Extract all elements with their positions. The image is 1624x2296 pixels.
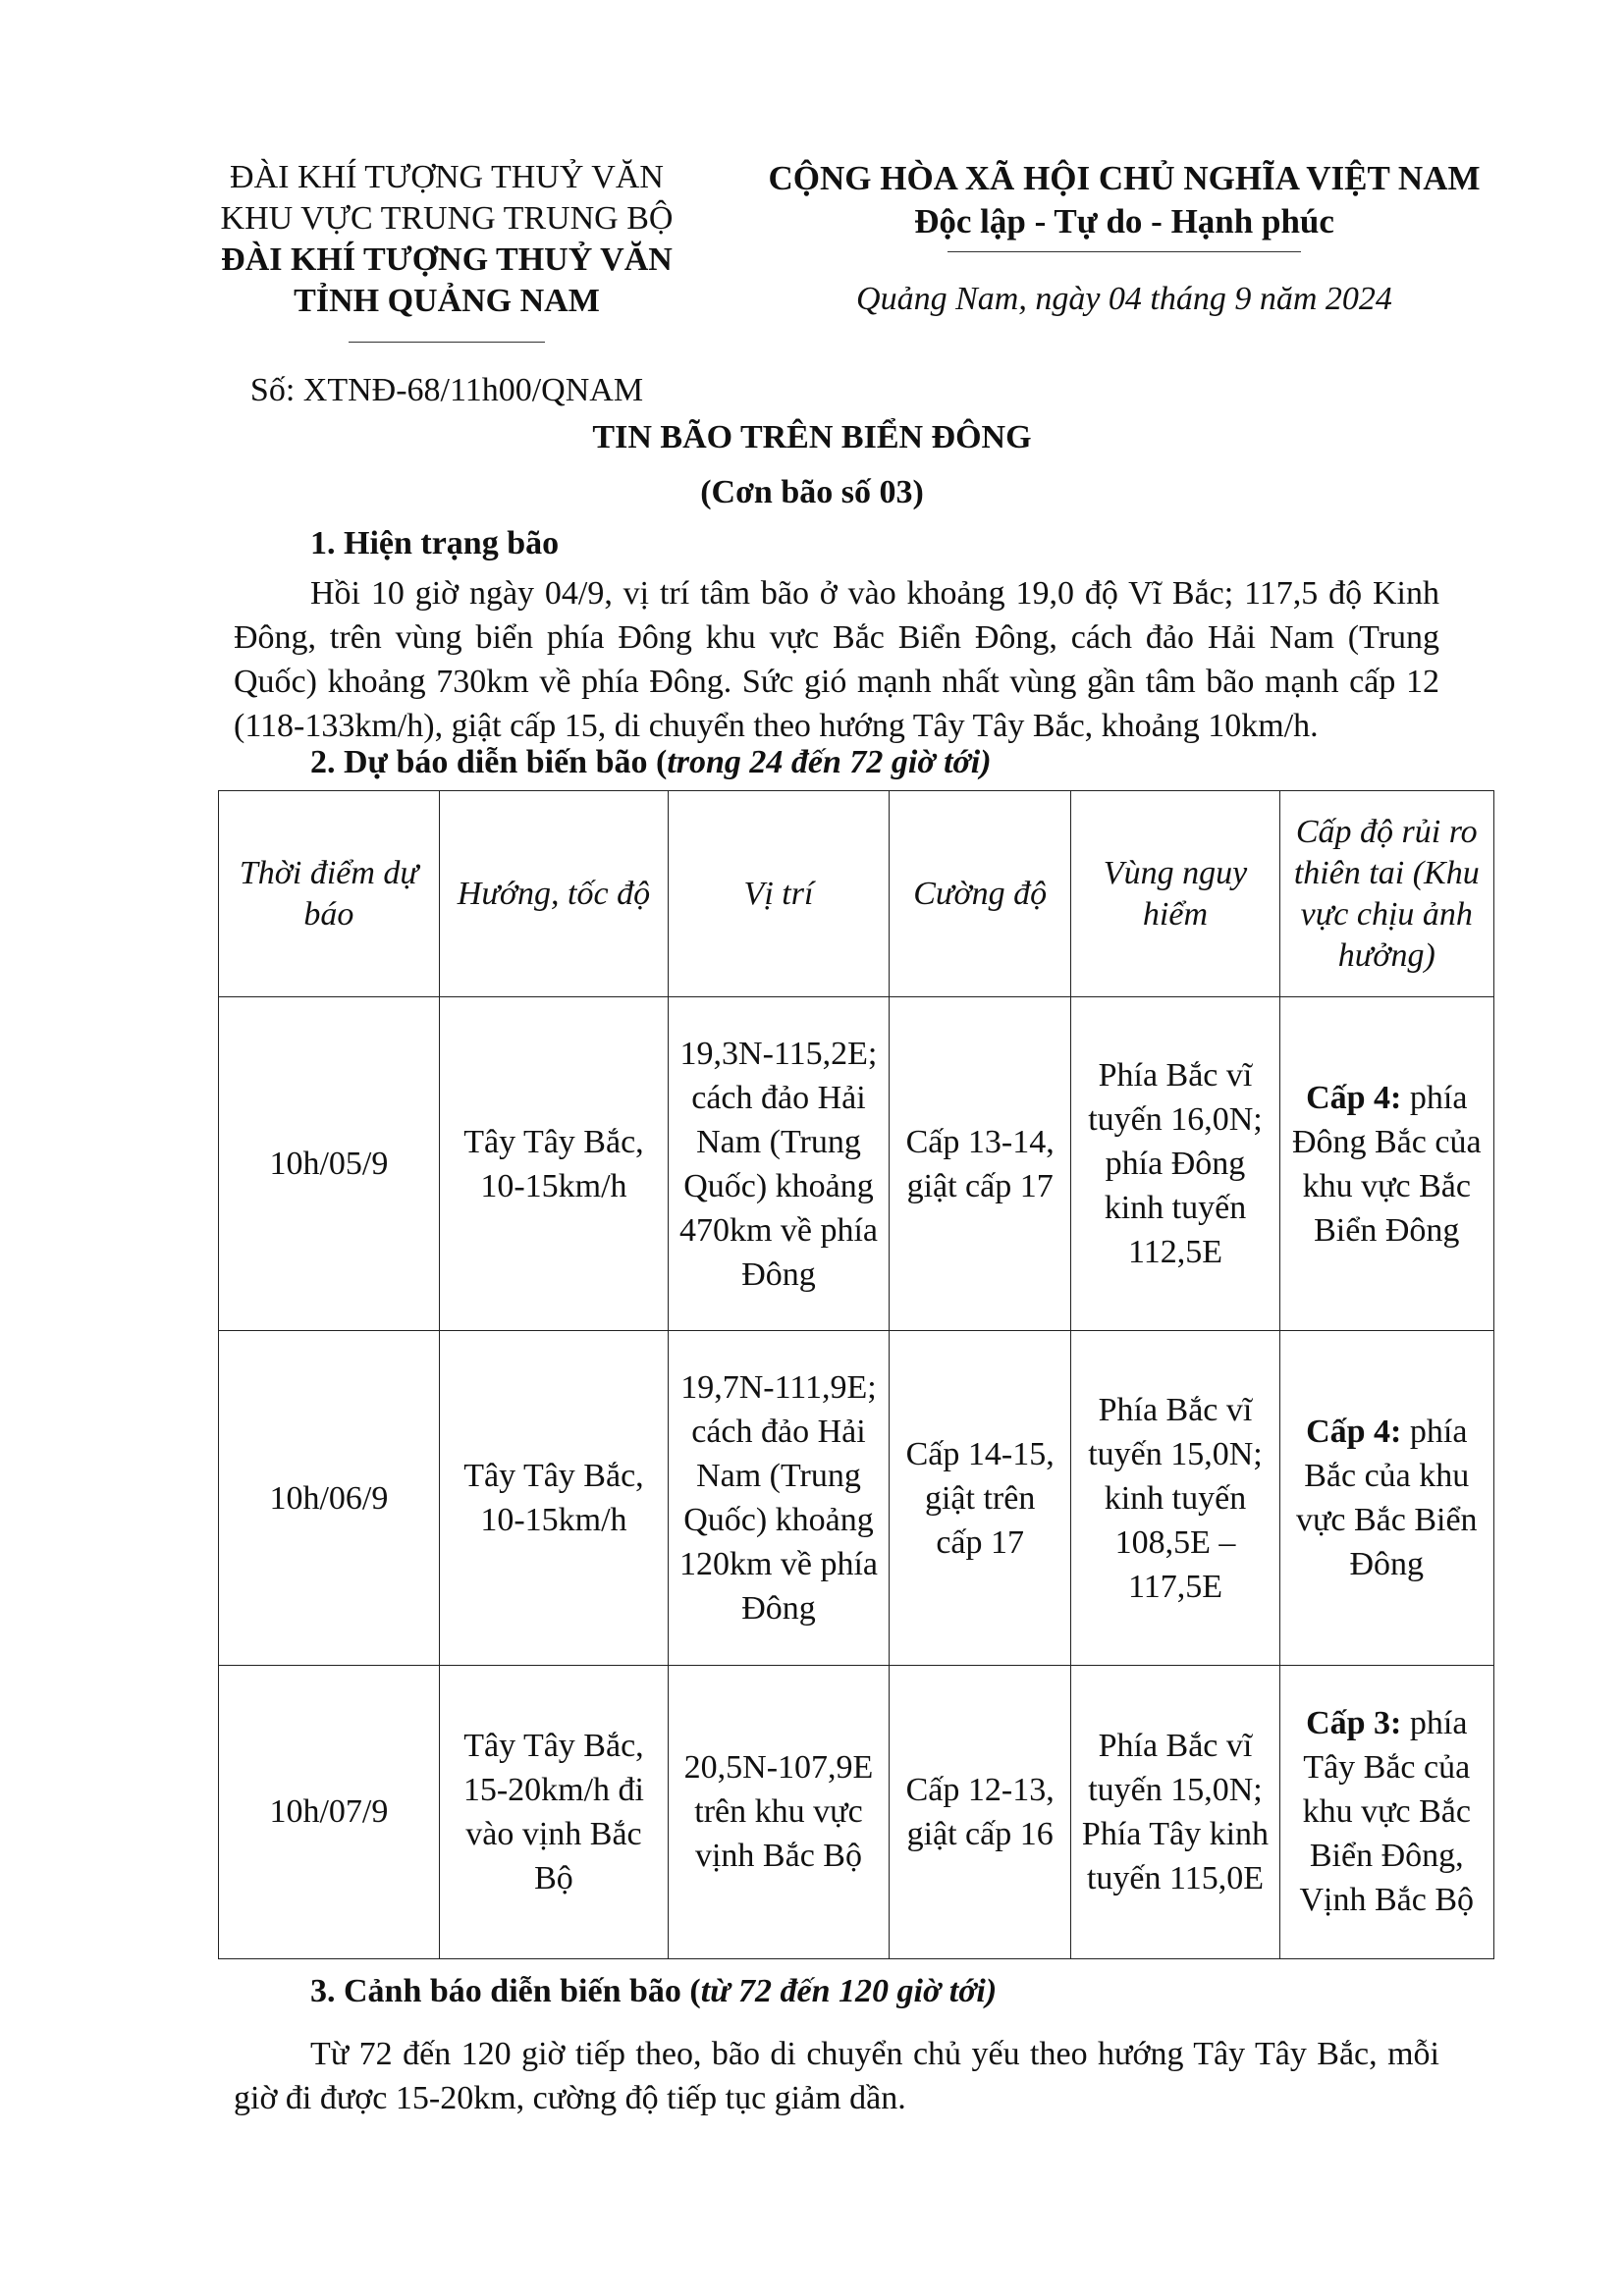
risk-area: phía Đông Bắc của khu vực Bắc Biển Đông	[1291, 1079, 1482, 1249]
document-title: TIN BÃO TRÊN BIỂN ĐÔNG	[592, 419, 1032, 455]
forecast-table	[218, 790, 1494, 1959]
header-danger-zone: Vùng nguy hiểm	[1071, 791, 1279, 997]
risk-area: phía Tây Bắc của khu vực Bắc Biển Đông, Vịnh Bắc Bộ	[1299, 1705, 1475, 1919]
cell-intensity: Cấp 12-13, giật cấp 16	[889, 1665, 1071, 1958]
cell-direction: Tây Tây Bắc, 10-15km/h	[439, 1331, 668, 1665]
risk-level-label: Cấp 4:	[1306, 1079, 1402, 1116]
section-1-text: Hồi 10 giờ ngày 04/9, vị trí tâm bão ở vào khoảng 19,0 độ Vĩ Bắc; 117,5 độ Kinh Đông, trên vùng biển phía Đông khu vực Bắc Biển Đông, cách đảo Hải Nam (Trung Quốc) khoảng 730km về phía Đông. Sức gió mạnh nhất vùng gần tâm bão mạnh cấp 12 (118-133km/h), giật cấp 15, di chuyển theo hướng Tây Tây Bắc, khoảng 10km/h.	[234, 575, 1439, 744]
risk-level-label: Cấp 4:	[1306, 1414, 1402, 1451]
cell-danger-zone: Phía Bắc vĩ tuyến 15,0N; Phía Tây kinh tuyến 115,0E	[1071, 1665, 1279, 1958]
section-3-heading-italic: từ 72 đến 120 giờ tới)	[700, 1973, 998, 2009]
header-direction-speed: Hướng, tốc độ	[439, 791, 668, 997]
header-position: Vị trí	[669, 791, 890, 997]
table-row	[219, 997, 1494, 1331]
document-subtitle: (Cơn bão số 03)	[700, 474, 924, 510]
place-date: Quảng Nam, ngày 04 tháng 9 năm 2024	[856, 281, 1392, 317]
section-2-heading-text: 2. Dự báo diễn biến bão (	[310, 744, 668, 780]
cell-danger-zone: Phía Bắc vĩ tuyến 16,0N; phía Đông kinh tuyến 112,5E	[1071, 997, 1279, 1331]
document-number: Số: XTNĐ-68/11h00/QNAM	[249, 372, 644, 408]
table-header-row	[219, 791, 1494, 997]
risk-area: phía Bắc của khu vực Bắc Biển Đông	[1295, 1414, 1478, 1583]
header-intensity: Cường độ	[889, 791, 1071, 997]
section-3-heading-text: 3. Cảnh báo diễn biến bão (	[310, 1973, 701, 2009]
table-row	[219, 1331, 1494, 1665]
agency-underline	[349, 342, 545, 343]
motto-underline	[947, 251, 1301, 252]
agency-name-line2: TỈNH QUẢNG NAM	[294, 283, 600, 319]
section-1-heading: 1. Hiện trạng bão	[310, 525, 560, 561]
section-3-heading	[310, 1973, 997, 2010]
cell-time: 10h/07/9	[219, 1665, 440, 1958]
cell-intensity: Cấp 13-14, giật cấp 17	[889, 997, 1071, 1331]
cell-position: 19,7N-111,9E; cách đảo Hải Nam (Trung Quốc) khoảng 120km về phía Đông	[669, 1331, 890, 1665]
parent-agency-name: ĐÀI KHÍ TƯỢNG THUỶ VĂN KHU VỰC TRUNG TRUNG BỘ	[220, 159, 674, 237]
agency-name-line1: ĐÀI KHÍ TƯỢNG THUỶ VĂN	[221, 241, 673, 278]
cell-intensity: Cấp 14-15, giật trên cấp 17	[889, 1331, 1071, 1665]
header-forecast-time: Thời điểm dự báo	[219, 791, 440, 997]
table-row	[219, 1665, 1494, 1958]
cell-direction: Tây Tây Bắc, 15-20km/h đi vào vịnh Bắc Bộ	[439, 1665, 668, 1958]
nation-name: CỘNG HÒA XÃ HỘI CHỦ NGHĨA VIỆT NAM	[768, 159, 1481, 197]
national-motto: Độc lập - Tự do - Hạnh phúc	[914, 202, 1334, 240]
cell-risk	[1279, 1331, 1493, 1665]
cell-position: 20,5N-107,9E trên khu vực vịnh Bắc Bộ	[669, 1665, 890, 1958]
section-2-heading	[310, 744, 992, 781]
cell-time: 10h/05/9	[219, 997, 440, 1331]
agency-header	[206, 157, 687, 411]
header-risk-level: Cấp độ rủi ro thiên tai (Khu vực chịu ảnh hưởng)	[1279, 791, 1493, 997]
national-header	[727, 157, 1522, 321]
cell-risk	[1279, 1665, 1493, 1958]
cell-time: 10h/06/9	[219, 1331, 440, 1665]
section-3-text: Từ 72 đến 120 giờ tiếp theo, bão di chuyển chủ yếu theo hướng Tây Tây Bắc, mỗi giờ đi được 15-20km, cường độ tiếp tục giảm dần.	[234, 2036, 1439, 2116]
section-2-heading-italic: trong 24 đến 72 giờ tới)	[667, 744, 992, 780]
cell-risk	[1279, 997, 1493, 1331]
cell-direction: Tây Tây Bắc, 10-15km/h	[439, 997, 668, 1331]
cell-position: 19,3N-115,2E; cách đảo Hải Nam (Trung Quốc) khoảng 470km về phía Đông	[669, 997, 890, 1331]
cell-danger-zone: Phía Bắc vĩ tuyến 15,0N; kinh tuyến 108,5E – 117,5E	[1071, 1331, 1279, 1665]
risk-level-label: Cấp 3:	[1306, 1705, 1402, 1742]
